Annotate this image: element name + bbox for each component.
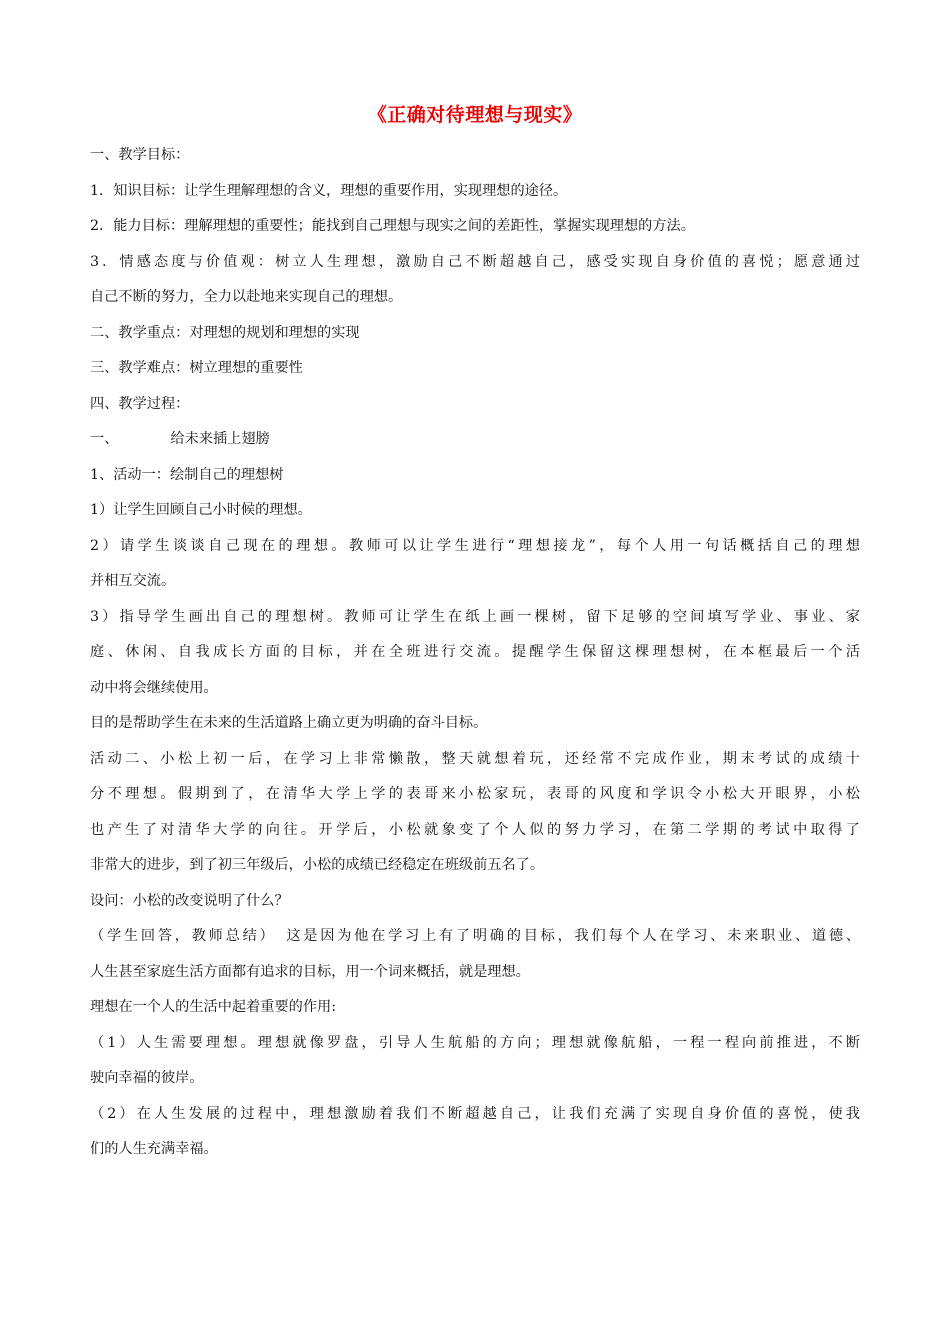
activity-one-step-3-line-1: 3）指导学生画出自己的理想树。教师可让学生在纸上画一棵树，留下足够的空间填写学业、事业、家 (90, 608, 860, 625)
objective-ability: 2．能力目标：理解理想的重要性；能找到自己理想与现实之间的差距性，掌握实现理想的方法。 (90, 218, 695, 234)
document-title: 《正确对待理想与现实》 (367, 104, 583, 126)
activity-one-step-3-line-2: 庭、休闲、自我成长方面的目标，并在全班进行交流。提醒学生保留这棵理想树，在本框最后一个活 (90, 644, 860, 660)
activity-one-purpose: 目的是帮助学生在未来的生活道路上确立更为明确的奋斗目标。 (90, 715, 488, 731)
teacher-summary-line-1: （学生回答，教师总结） 这是因为他在学习上有了明确的目标，我们每个人在学习、未来职业、道德、 (90, 928, 860, 944)
role-point-1-line-2: 驶向幸福的彼岸。 (90, 1070, 204, 1086)
role-point-2-line-1: （2）在人生发展的过程中，理想激励着我们不断超越自己，让我们充满了实现自身价值的喜悦，使我 (90, 1105, 860, 1122)
section-heading-key-point: 二、教学重点：对理想的规划和理想的实现 (90, 324, 360, 341)
activity-one-heading: 1、活动一：绘制自己的理想树 (90, 466, 284, 483)
teacher-summary-line-2: 人生甚至家庭生活方面都有追求的目标，用一个词来概括，就是理想。 (90, 963, 530, 980)
activity-one-step-2-line-2: 并相互交流。 (90, 573, 176, 589)
objective-emotion-line-1: 3．情感态度与价值观：树立人生理想，激励自己不断超越自己，感受实现自身价值的喜悦；愿意通过 (90, 253, 860, 270)
objective-emotion-line-2: 自己不断的努力，全力以赴地来实现自己的理想。 (90, 289, 403, 305)
subsection-heading (90, 422, 860, 458)
activity-one-step-3-line-3: 动中将会继续使用。 (90, 679, 218, 696)
role-point-2-line-2: 们的人生充满幸福。 (90, 1141, 218, 1157)
activity-two-line-1: 活动二、小松上初一后，在学习上非常懒散，整天就想着玩，还经常不完成作业，期末考试的成绩十 (90, 750, 860, 767)
activity-two-line-4: 非常大的进步，到了初三年级后，小松的成绩已经稳定在班级前五名了。 (90, 857, 545, 873)
section-heading-process: 四、教学过程： (90, 395, 190, 412)
subsection-number: 一、 (90, 431, 119, 447)
document-body (90, 138, 860, 1168)
section-heading-difficulty: 三、教学难点：树立理想的重要性 (90, 360, 303, 376)
objective-knowledge: 1．知识目标：让学生理解理想的含义，理想的重要作用，实现理想的途径。 (90, 182, 568, 199)
section-heading-objectives: 一、教学目标： (90, 147, 190, 163)
role-of-ideals-heading: 理想在一个人的生活中起着重要的作用: (90, 999, 336, 1015)
activity-two-line-2: 分不理想。假期到了，在清华大学上学的表哥来小松家玩，表哥的风度和学识令小松大开眼界，小松 (90, 786, 860, 802)
activity-one-step-1: 1）让学生回顾自己小时候的理想。 (90, 502, 312, 518)
discussion-question: 设问：小松的改变说明了什么？ (90, 892, 289, 909)
subsection-title: 给未来插上翅膀 (170, 431, 270, 447)
role-point-1-line-1: （1）人生需要理想。理想就像罗盘，引导人生航船的方向；理想就像航船，一程一程向前推进，不断 (90, 1034, 860, 1051)
activity-two-line-3: 也产生了对清华大学的向往。开学后，小松就象变了个人似的努力学习，在第二学期的考试中取得了 (90, 821, 860, 838)
activity-one-step-2-line-1: 2）请学生谈谈自己现在的理想。教师可以让学生进行“理想接龙”，每个人用一句话概括自己的理想 (90, 537, 860, 554)
